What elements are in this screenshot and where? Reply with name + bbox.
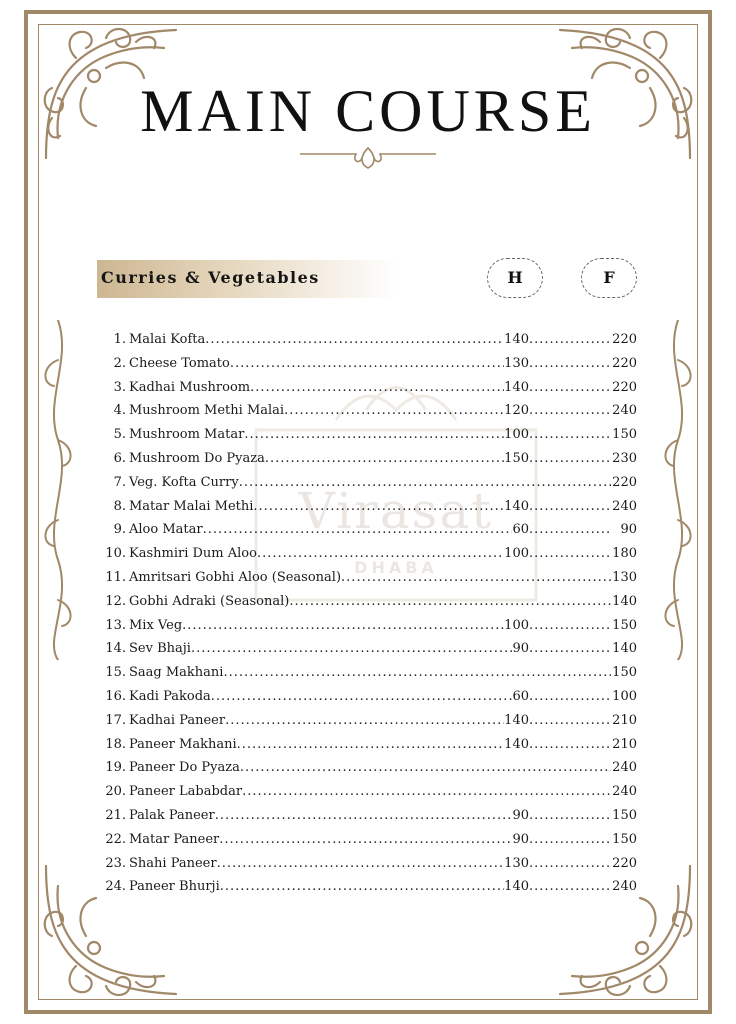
menu-item-full-price: 240 bbox=[612, 760, 637, 776]
menu-item bbox=[100, 852, 637, 876]
menu-item-full-price: 220 bbox=[612, 332, 637, 347]
menu-item-full-price: 100 bbox=[612, 688, 637, 704]
menu-item-half-price: 60 bbox=[512, 688, 529, 704]
menu-item bbox=[100, 590, 637, 614]
menu-item-number: 23. bbox=[105, 855, 126, 871]
leader-dots bbox=[529, 542, 611, 566]
menu-item bbox=[100, 756, 637, 780]
menu-item-half-price: 90 bbox=[512, 807, 529, 823]
menu-item-half-price: 90 bbox=[512, 831, 529, 847]
menu-item-half-price: 120 bbox=[504, 403, 529, 419]
leader-dots bbox=[529, 399, 611, 423]
leader-dots bbox=[529, 852, 611, 876]
leader-dots bbox=[223, 661, 611, 685]
menu-item-half-price: 140 bbox=[504, 379, 529, 395]
menu-item-number: 20. bbox=[105, 784, 126, 800]
section-header bbox=[97, 260, 397, 298]
menu-item-full-price: 150 bbox=[612, 617, 637, 633]
leader-dots bbox=[529, 447, 611, 471]
menu-item-number: 19. bbox=[105, 760, 126, 776]
page-title: MAIN COURSE bbox=[140, 78, 596, 144]
menu-item-number: 10. bbox=[105, 546, 126, 562]
menu-item-number: 1. bbox=[113, 332, 126, 347]
menu-item-full-price: 180 bbox=[612, 546, 637, 562]
half-portion-column-header: H bbox=[487, 258, 543, 298]
menu-item-name: Veg. Kofta Curry bbox=[129, 474, 239, 490]
menu-item-half-price: 140 bbox=[504, 498, 529, 514]
leader-dots bbox=[242, 780, 611, 804]
menu-item-number: 17. bbox=[105, 712, 126, 728]
menu-item-number: 2. bbox=[113, 355, 126, 371]
menu-item bbox=[100, 804, 637, 828]
menu-item-full-price: 140 bbox=[612, 641, 637, 657]
menu-item-name: Mushroom Matar bbox=[129, 427, 245, 443]
menu-item bbox=[100, 471, 637, 495]
menu-item-full-price: 150 bbox=[612, 807, 637, 823]
menu-item bbox=[100, 661, 637, 685]
menu-item-half-price: 130 bbox=[504, 855, 529, 871]
menu-item-number: 11. bbox=[105, 569, 126, 585]
menu-item-number: 8. bbox=[113, 498, 126, 514]
menu-item-full-price: 150 bbox=[612, 427, 637, 443]
leader-dots bbox=[341, 566, 611, 590]
menu-item-half-price: 150 bbox=[504, 450, 529, 466]
section-title: Curries & Vegetables bbox=[101, 268, 320, 287]
watermark-brand: Virasat bbox=[298, 482, 494, 540]
menu-item-full-price: 150 bbox=[612, 831, 637, 847]
menu-item-half-price: 90 bbox=[512, 641, 529, 657]
side-ornament-right bbox=[658, 320, 698, 660]
leader-dots bbox=[203, 518, 513, 542]
menu-item-full-price: 240 bbox=[612, 879, 637, 895]
menu-item-number: 18. bbox=[105, 736, 126, 752]
menu-item-name: Matar Paneer bbox=[129, 831, 220, 847]
menu-item-name: Paneer Bhurji bbox=[129, 879, 220, 895]
menu-item-full-price: 220 bbox=[612, 379, 637, 395]
watermark-sub: DHABA bbox=[354, 558, 438, 577]
leader-dots bbox=[211, 685, 513, 709]
leader-dots bbox=[529, 352, 611, 376]
leader-dots bbox=[191, 637, 513, 661]
menu-item bbox=[100, 875, 637, 899]
menu-item bbox=[100, 733, 637, 757]
menu-item bbox=[100, 637, 637, 661]
leader-dots bbox=[529, 685, 611, 709]
menu-item-name: Amritsari Gobhi Aloo (Seasonal) bbox=[129, 569, 342, 585]
menu-item-number: 6. bbox=[113, 450, 126, 466]
menu-item-name: Shahi Paneer bbox=[129, 855, 217, 871]
menu-item-full-price: 220 bbox=[612, 474, 637, 490]
menu-item-full-price: 240 bbox=[612, 498, 637, 514]
menu-item-full-price: 230 bbox=[612, 450, 637, 466]
leader-dots bbox=[529, 828, 611, 852]
menu-item-name: Saag Makhani bbox=[129, 665, 224, 681]
menu-item-name: Kadi Pakoda bbox=[129, 688, 211, 704]
menu-item-half-price: 140 bbox=[504, 332, 529, 347]
menu-item-name: Malai Kofta bbox=[129, 332, 206, 347]
leader-dots bbox=[529, 518, 611, 542]
leader-dots bbox=[244, 423, 504, 447]
menu-item-name: Matar Malai Methi bbox=[129, 498, 254, 514]
leader-dots bbox=[215, 804, 513, 828]
leader-dots bbox=[265, 447, 504, 471]
leader-dots bbox=[289, 590, 611, 614]
menu-item-name: Gobhi Adraki (Seasonal) bbox=[129, 593, 290, 609]
menu-item-half-price: 140 bbox=[504, 712, 529, 728]
menu-item-full-price: 90 bbox=[620, 522, 637, 538]
leader-dots bbox=[205, 328, 504, 352]
leader-dots bbox=[529, 733, 611, 757]
leader-dots bbox=[220, 875, 504, 899]
leader-dots bbox=[529, 804, 611, 828]
menu-item-half-price: 100 bbox=[504, 617, 529, 633]
menu-item-full-price: 240 bbox=[612, 784, 637, 800]
menu-item-half-price: 140 bbox=[504, 736, 529, 752]
menu-item bbox=[100, 709, 637, 733]
menu-list bbox=[100, 328, 637, 899]
leader-dots bbox=[253, 495, 504, 519]
full-portion-column-header: F bbox=[581, 258, 637, 298]
menu-item bbox=[100, 447, 637, 471]
leader-dots bbox=[529, 637, 611, 661]
leader-dots bbox=[240, 756, 611, 780]
menu-item bbox=[100, 685, 637, 709]
leader-dots bbox=[529, 495, 611, 519]
menu-item-number: 9. bbox=[113, 522, 126, 538]
menu-item bbox=[100, 614, 637, 638]
menu-item-number: 7. bbox=[113, 474, 126, 490]
menu-item-number: 13. bbox=[105, 617, 126, 633]
menu-item bbox=[100, 376, 637, 400]
menu-item-name: Paneer Lababdar bbox=[129, 784, 243, 800]
menu-item bbox=[100, 780, 637, 804]
menu-item bbox=[100, 518, 637, 542]
menu-item-half-price: 130 bbox=[504, 355, 529, 371]
leader-dots bbox=[230, 352, 504, 376]
menu-item-number: 5. bbox=[113, 427, 126, 443]
menu-item bbox=[100, 828, 637, 852]
menu-item-number: 15. bbox=[105, 665, 126, 681]
leader-dots bbox=[529, 376, 611, 400]
leader-dots bbox=[529, 328, 611, 352]
menu-item-name: Palak Paneer bbox=[129, 807, 215, 823]
menu-item-full-price: 210 bbox=[612, 712, 637, 728]
menu-item-half-price: 100 bbox=[504, 427, 529, 443]
menu-item-name: Kashmiri Dum Aloo bbox=[129, 546, 257, 562]
leader-dots bbox=[250, 376, 504, 400]
menu-item bbox=[100, 352, 637, 376]
menu-item-name: Mushroom Methi Malai bbox=[129, 403, 285, 419]
leader-dots bbox=[529, 423, 611, 447]
menu-item bbox=[100, 399, 637, 423]
menu-item-full-price: 240 bbox=[612, 403, 637, 419]
menu-item bbox=[100, 423, 637, 447]
menu-item-name: Kadhai Paneer bbox=[129, 712, 226, 728]
leader-dots bbox=[219, 828, 512, 852]
menu-item-number: 3. bbox=[113, 379, 126, 395]
leader-dots bbox=[182, 614, 504, 638]
menu-item-number: 21. bbox=[105, 807, 126, 823]
leader-dots bbox=[529, 709, 611, 733]
leader-dots bbox=[225, 709, 504, 733]
title-flourish-ornament bbox=[300, 146, 436, 170]
menu-item-full-price: 130 bbox=[612, 569, 637, 585]
leader-dots bbox=[239, 471, 611, 495]
menu-item-name: Sev Bhaji bbox=[129, 641, 191, 657]
leader-dots bbox=[237, 733, 505, 757]
menu-item-number: 22. bbox=[105, 831, 126, 847]
side-ornament-left bbox=[38, 320, 78, 660]
menu-item-name: Aloo Matar bbox=[129, 522, 203, 538]
menu-item-full-price: 150 bbox=[612, 665, 637, 681]
leader-dots bbox=[529, 875, 611, 899]
leader-dots bbox=[529, 614, 611, 638]
menu-item-name: Paneer Makhani bbox=[129, 736, 237, 752]
menu-item-number: 24. bbox=[105, 879, 126, 895]
menu-item-name: Cheese Tomato bbox=[129, 355, 230, 371]
menu-item-half-price: 60 bbox=[512, 522, 529, 538]
menu-item-name: Kadhai Mushroom bbox=[129, 379, 251, 395]
menu-item-name: Mix Veg bbox=[129, 617, 183, 633]
menu-item bbox=[100, 566, 637, 590]
menu-item-name: Paneer Do Pyaza bbox=[129, 760, 240, 776]
menu-item-number: 14. bbox=[105, 641, 126, 657]
menu-item-half-price: 100 bbox=[504, 546, 529, 562]
menu-item-number: 4. bbox=[113, 403, 126, 419]
leader-dots bbox=[284, 399, 504, 423]
menu-item bbox=[100, 542, 637, 566]
menu-item bbox=[100, 495, 637, 519]
menu-item-half-price: 140 bbox=[504, 879, 529, 895]
leader-dots bbox=[257, 542, 504, 566]
menu-item-number: 12. bbox=[105, 593, 126, 609]
menu-item bbox=[100, 328, 637, 352]
menu-item-full-price: 220 bbox=[612, 855, 637, 871]
leader-dots bbox=[217, 852, 505, 876]
menu-item-name: Mushroom Do Pyaza bbox=[129, 450, 265, 466]
menu-item-full-price: 210 bbox=[612, 736, 637, 752]
menu-item-number: 16. bbox=[105, 688, 126, 704]
menu-item-full-price: 220 bbox=[612, 355, 637, 371]
menu-item-full-price: 140 bbox=[612, 593, 637, 609]
